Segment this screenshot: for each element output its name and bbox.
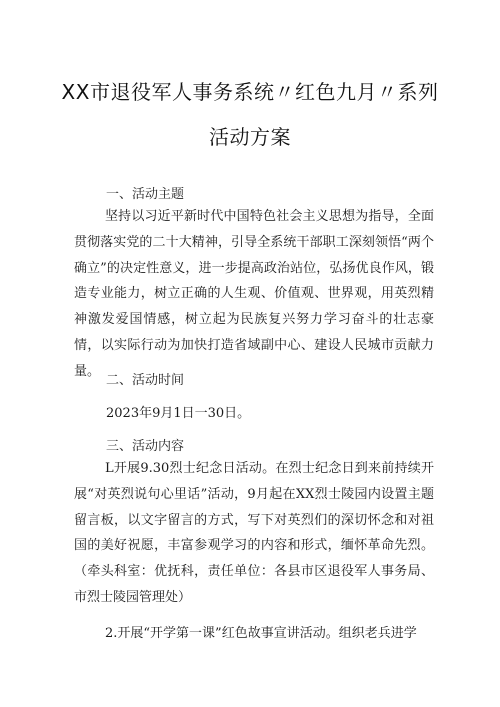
- section-content-item-1: L开展9.30烈士纪念日活动。在烈士纪念日到来前持续开展“对英烈说句心里话”活动，9月起在XX烈士陵园内设置主题留言板，以文字留言的方式，写下对英烈们的深切怀念和对祖国的美好祝愿，丰富参观学习的内容和形式，缅怀革命先烈。（牵头科室：优抚科，责任单位：各县市区退役军人事务局、市烈士陵园管理处）: [74, 461, 434, 605]
- section-heading-time: 二、活动时间: [106, 373, 185, 388]
- section-theme-paragraph: 坚持以习近平新时代中国特色社会主义思想为指导，全面贯彻落实党的二十大精神，引导全系统干部职工深刻领悟“两个确立”的决定性意义，进一步提高政治站位，弘扬优良作风，锻造专业能力，树立正确的人生观、价值观、世界观，用英烈精神激发爱国情感，树立起为民族复兴努力学习奋斗的壮志豪情，以实际行动为加快打造省域副中心、建设人民城市贡献力量。: [74, 209, 434, 379]
- section-heading-theme: 一、活动主题: [106, 187, 185, 202]
- document-title-line-2: 活动方案: [209, 125, 291, 149]
- section-time-paragraph: 2023年9月1日一30日。: [106, 406, 251, 421]
- section-content-item-2: 2.开展“开学第一课”红色故事宣讲活动。组织老兵进学: [105, 626, 417, 641]
- section-heading-content: 三、活动内容: [106, 439, 185, 454]
- document-title-line-1: XX市退役军人事务系统〃红色九月〃系列: [61, 80, 439, 104]
